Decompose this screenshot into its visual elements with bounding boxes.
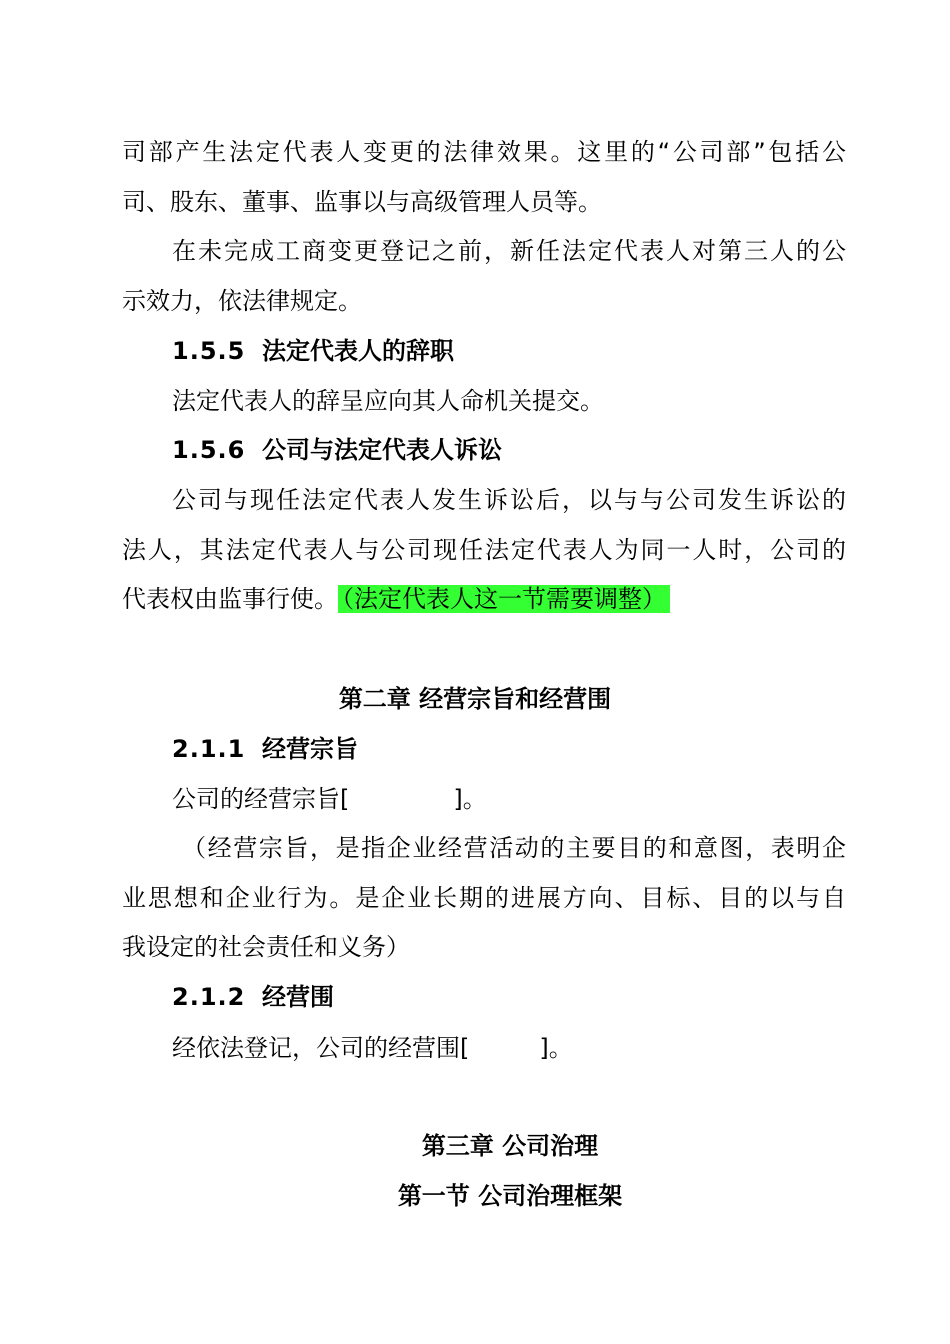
paragraph-line — [122, 584, 846, 614]
paragraph-text: ]。 — [453, 785, 487, 813]
heading-title: 经营围 — [262, 983, 334, 1011]
heading-title: 经营宗旨 — [262, 735, 358, 763]
heading-title: 公司与法定代表人诉讼 — [262, 436, 502, 464]
heading-title: 法定代表人的辞职 — [262, 337, 454, 365]
section-title: 第一节 公司治理框架 — [397, 1182, 623, 1210]
paragraph-text: 代表权由监事行使。 — [122, 585, 338, 613]
paragraph-line: 我设定的社会责任和义务） — [122, 933, 410, 961]
heading-number: 1.5.5 — [172, 337, 246, 365]
paragraph-text: ]。 — [539, 1034, 573, 1062]
paragraph-line: 法人，其法定代表人与公司现任法定代表人为同一人时，公司的 — [122, 536, 846, 564]
paragraph-line: 业思想和企业行为。是企业长期的进展方向、目标、目的以与自 — [122, 884, 846, 912]
heading-number: 2.1.2 — [172, 983, 246, 1011]
chapter-title: 第二章 经营宗旨和经营围 — [338, 685, 612, 713]
paragraph-text: 经依法登记，公司的经营围[ — [172, 1034, 470, 1062]
section-heading-1-5-6 — [172, 435, 846, 465]
paragraph-line: 司、股东、董事、监事以与高级管理人员等。 — [122, 188, 602, 216]
paragraph-line — [172, 784, 846, 814]
chapter-title: 第三章 公司治理 — [421, 1132, 599, 1160]
paragraph-line: 司部产生法定代表人变更的法律效果。这里的“公司部”包括公 — [122, 138, 846, 166]
heading-number: 2.1.1 — [172, 735, 246, 763]
paragraph-text: 公司的经营宗旨[ — [172, 785, 350, 813]
section-heading-1-5-5 — [172, 336, 846, 366]
paragraph-line: 法定代表人的辞呈应向其人命机关提交。 — [172, 387, 604, 415]
section-heading-2-1-2 — [172, 982, 846, 1012]
paragraph-line: 示效力，依法律规定。 — [122, 287, 362, 315]
section-heading-2-1-1 — [172, 734, 846, 764]
paragraph-line: 公司与现任法定代表人发生诉讼后，以与与公司发生诉讼的 — [172, 486, 846, 514]
highlighted-note: （法定代表人这一节需要调整） — [338, 585, 670, 613]
paragraph-line: 在未完成工商变更登记之前，新任法定代表人对第三人的公 — [172, 237, 846, 265]
heading-number: 1.5.6 — [172, 436, 246, 464]
paragraph-line — [172, 1033, 846, 1063]
paragraph-line: （经营宗旨，是指企业经营活动的主要目的和意图，表明企 — [182, 834, 846, 862]
